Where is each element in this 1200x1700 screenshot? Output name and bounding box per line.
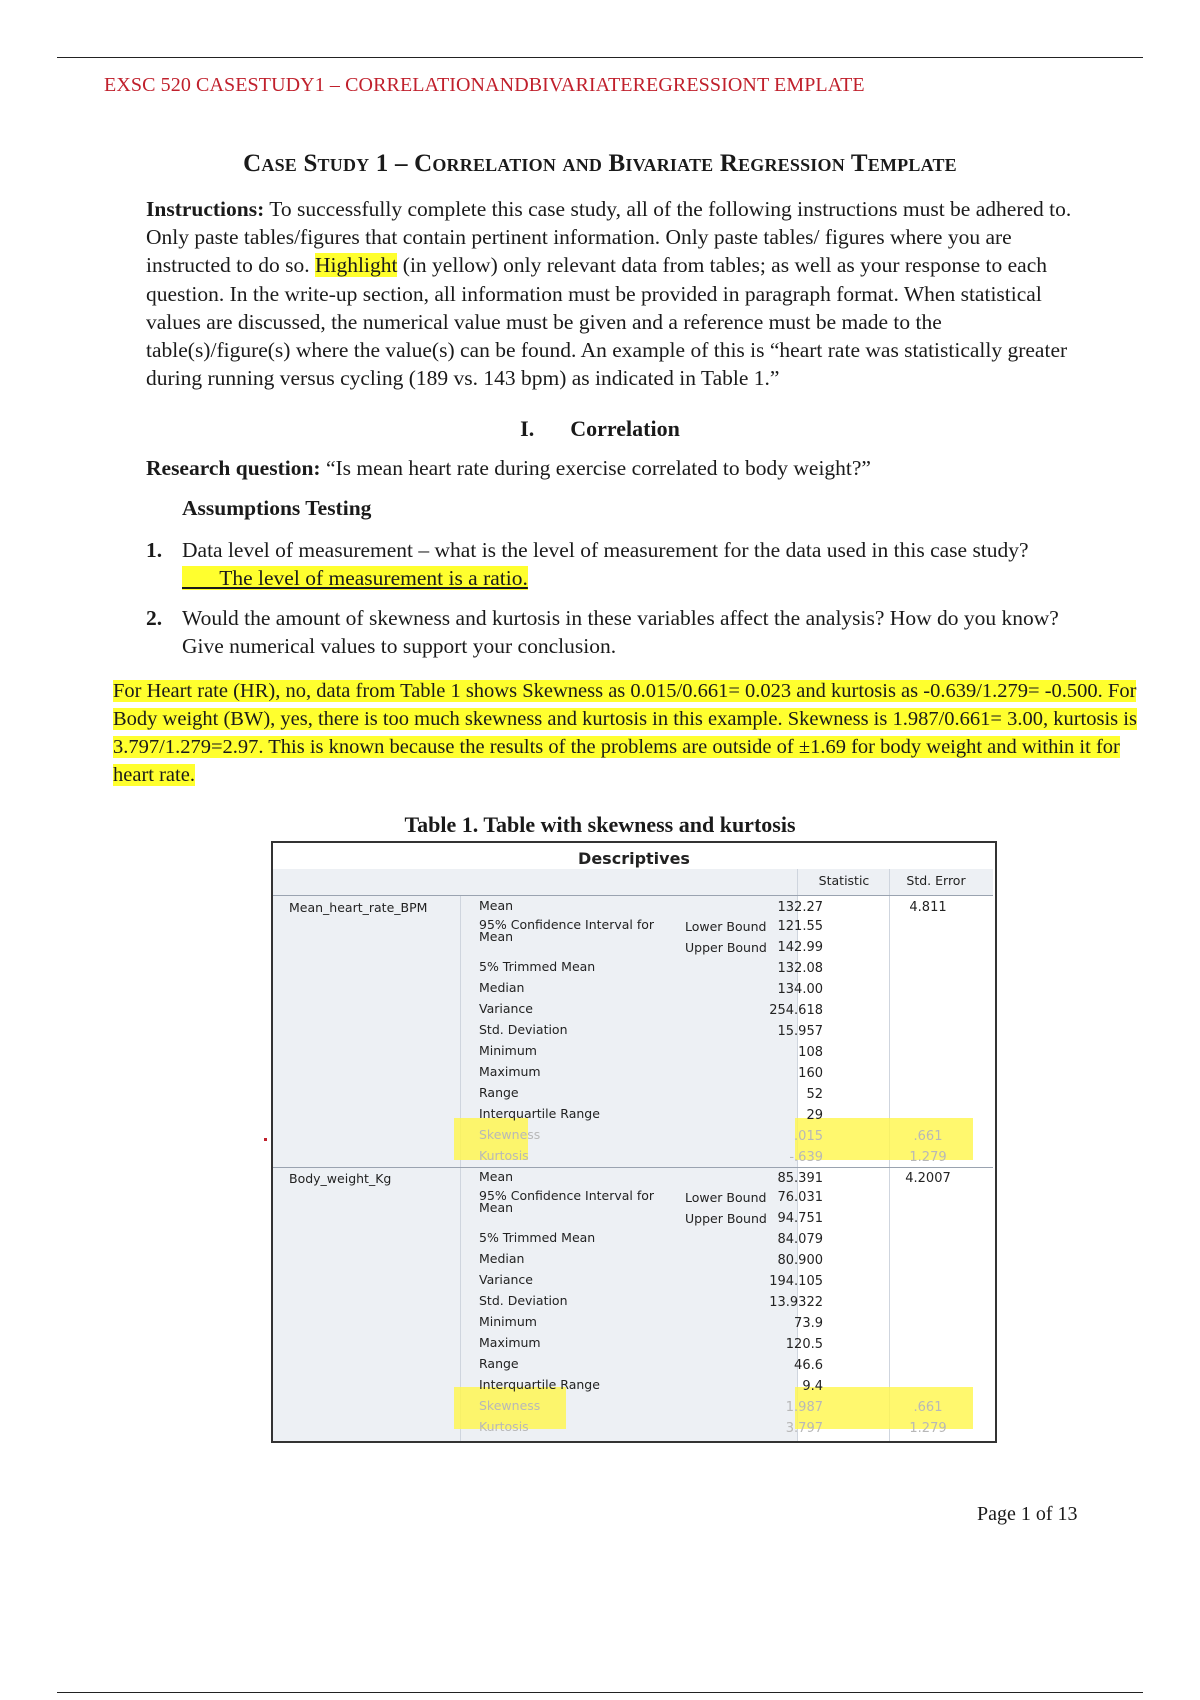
column-header-statistic: Statistic xyxy=(818,873,870,888)
row-std-error: 4.2007 xyxy=(905,1171,951,1186)
row-statistic: 121.55 xyxy=(777,919,823,934)
row-sublabel: Lower Bound xyxy=(685,1190,767,1205)
row-statistic: 84.079 xyxy=(777,1232,823,1247)
answer-paragraph xyxy=(113,677,1138,789)
row-statistic: 15.957 xyxy=(777,1024,823,1039)
row-statistic: 134.00 xyxy=(777,982,823,997)
research-question-text: “Is mean heart rate during exercise correlated to body weight?” xyxy=(320,456,871,480)
row-statistic: 142.99 xyxy=(777,940,823,955)
row-statistic: 132.27 xyxy=(777,900,823,915)
row-label: Variance xyxy=(479,1272,533,1287)
section-number: I. xyxy=(520,416,535,441)
question-text: Would the amount of skewness and kurtosis in these variables affect the analysis? How do you know? Give numerical values to support your conclusion. xyxy=(182,606,1059,658)
question-number: 2. xyxy=(146,606,163,630)
row-label: Minimum xyxy=(479,1314,537,1329)
row-label: Maximum xyxy=(479,1064,541,1079)
row-label: Range xyxy=(479,1356,519,1371)
row-label: 95% Confidence Interval for Mean xyxy=(479,917,655,944)
row-statistic: 9.4 xyxy=(802,1379,823,1394)
section-heading xyxy=(0,416,1200,442)
row-statistic: -.639 xyxy=(789,1150,823,1165)
row-statistic: 76.031 xyxy=(777,1190,823,1205)
row-sublabel: Upper Bound xyxy=(685,940,767,955)
row-label: Maximum xyxy=(479,1335,541,1350)
question-1 xyxy=(146,537,1086,592)
row-statistic: 46.6 xyxy=(794,1358,823,1373)
row-statistic: 80.900 xyxy=(777,1253,823,1268)
research-question-label: Research question: xyxy=(146,456,321,480)
group-body-weight: Body_weight_Kg xyxy=(289,1171,392,1186)
row-statistic: 120.5 xyxy=(785,1337,823,1352)
document-header: EXSC 520 CASESTUDY1 – CORRELATIONANDBIVARIATEREGRESSIONT EMPLATE xyxy=(104,74,865,96)
row-label: Std. Deviation xyxy=(479,1022,568,1037)
row-std-error: 1.279 xyxy=(909,1421,947,1436)
document-title: Case Study 1 – Correlation and Bivariate Regression Template xyxy=(243,150,957,177)
instructions-label: Instructions: xyxy=(146,197,265,221)
descriptives-table xyxy=(271,841,997,1443)
answer-text: For Heart rate (HR), no, data from Table 1 shows Skewness as 0.015/0.661= 0.023 and kurtosis as -0.639/1.279= -0.500. For Body weight (BW), yes, there is too much skewness and kurtosis in this example. Skewness is 1.987/0.661= 3.00, kurtosis is 3.797/1.279=2.97. This is known because the results of the problems are outside of ±1.69 for body weight and within it for heart rate. xyxy=(113,680,1137,786)
bottom-rule xyxy=(57,1692,1143,1693)
row-label: 95% Confidence Interval for Mean xyxy=(479,1188,655,1215)
row-statistic: 160 xyxy=(798,1066,823,1081)
row-statistic: 194.105 xyxy=(769,1274,823,1289)
row-label: Kurtosis xyxy=(479,1419,529,1434)
row-sublabel: Upper Bound xyxy=(685,1211,767,1226)
row-label: 5% Trimmed Mean xyxy=(479,959,596,974)
row-label: Interquartile Range xyxy=(479,1106,600,1121)
row-label: 5% Trimmed Mean xyxy=(479,1230,596,1245)
row-statistic: 85.391 xyxy=(777,1171,823,1186)
row-sublabel: Lower Bound xyxy=(685,919,767,934)
question-text: Data level of measurement – what is the level of measurement for the data used in this case study? xyxy=(182,538,1029,562)
row-std-error: 4.811 xyxy=(909,900,947,915)
row-statistic: .015 xyxy=(794,1129,823,1144)
row-label: Minimum xyxy=(479,1043,537,1058)
instructions-text-1: To successfully complete this case study, all of the following instructions must be adhered to. Only paste tables/figures that contain pertinent information. Only paste tables/ figures where you are instructed to do so. xyxy=(146,197,1072,278)
row-label: Variance xyxy=(479,1001,533,1016)
row-std-error: .661 xyxy=(913,1400,943,1415)
row-label: Range xyxy=(479,1085,519,1100)
row-label: Std. Deviation xyxy=(479,1293,568,1308)
question-answer: The level of measurement is a ratio. xyxy=(182,565,528,590)
row-label: Mean xyxy=(479,1169,514,1184)
row-statistic: 3.797 xyxy=(785,1421,823,1436)
highlight-word: Highlight xyxy=(315,253,398,278)
row-statistic: 1.987 xyxy=(785,1400,823,1415)
row-statistic: 52 xyxy=(806,1087,823,1102)
row-label: Kurtosis xyxy=(479,1148,529,1163)
row-label: Skewness xyxy=(479,1398,541,1413)
row-statistic: 254.618 xyxy=(769,1003,823,1018)
column-header-std-error: Std. Error xyxy=(906,873,966,888)
section-title: Correlation xyxy=(570,416,680,441)
row-label: Mean xyxy=(479,898,514,913)
question-2 xyxy=(146,605,1086,660)
group-heart-rate: Mean_heart_rate_BPM xyxy=(289,900,428,915)
row-statistic: 29 xyxy=(806,1108,823,1123)
table-caption: Table 1. Table with skewness and kurtosis xyxy=(404,812,796,837)
row-label: Median xyxy=(479,980,525,995)
row-std-error: .661 xyxy=(913,1129,943,1144)
red-mark xyxy=(264,1138,267,1141)
row-label: Median xyxy=(479,1251,525,1266)
row-statistic: 132.08 xyxy=(777,961,823,976)
instructions-text-2: (in yellow) only relevant data from tables; as well as your response to each question. In the write-up section, all information must be provided in paragraph format. When statistical values are discussed, the numerical value must be given and a reference must be made to the table(s)/figure(s) where the value(s) can be found. An example of this is “heart rate was statistically greater during running versus cycling (189 vs. 143 bpm) as indicated in Table 1.” xyxy=(146,253,1068,391)
row-statistic: 108 xyxy=(798,1045,823,1060)
row-statistic: 94.751 xyxy=(777,1211,823,1226)
research-question xyxy=(146,456,871,481)
instructions-paragraph xyxy=(146,195,1081,392)
question-number: 1. xyxy=(146,538,163,562)
row-statistic: 13.9322 xyxy=(769,1295,823,1310)
row-std-error: 1.279 xyxy=(909,1150,947,1165)
page-number: Page 1 of 13 xyxy=(977,1503,1078,1525)
row-label: Skewness xyxy=(479,1127,541,1142)
assumptions-heading: Assumptions Testing xyxy=(182,496,372,520)
table-title: Descriptives xyxy=(578,849,690,868)
row-statistic: 73.9 xyxy=(794,1316,823,1331)
top-rule xyxy=(57,57,1143,58)
row-label: Interquartile Range xyxy=(479,1377,600,1392)
